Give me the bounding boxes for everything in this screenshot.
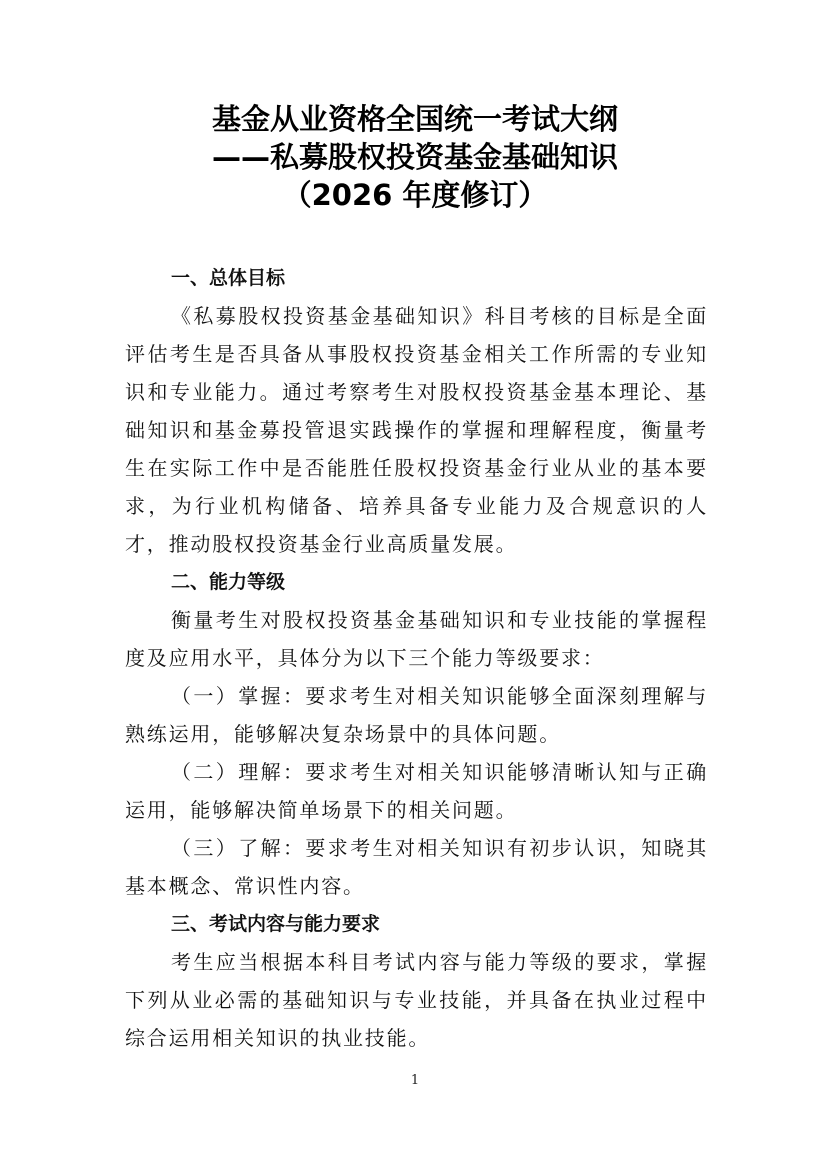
page-number: 1 — [410, 1073, 420, 1088]
section-heading-overall-goal: 一、总体目标 — [171, 267, 286, 289]
paragraph-level-understand: （二）理解：要求考生对相关知识能够清晰认知与正确运用，能够解决简单场景下的相关问题。 — [125, 760, 708, 822]
section-heading-ability-levels: 二、能力等级 — [171, 571, 286, 593]
title-line-revision: （2026 年度修订） — [282, 178, 548, 212]
paragraph-overall-goal: 《私募股权投资基金基础知识》科目考核的目标是全面评估考生是否具备从事股权投资基金相关工作所需的专业知识和专业能力。通过考察考生对股权投资基金基本理论、基础知识和基金募投管退实践操作的掌握和理解程度，衡量考生在实际工作中是否能胜任股权投资基金行业从业的基本要求，为行业机构储备、培养具备专业能力及合规意识的人才，推动股权投资基金行业高质量发展。 — [125, 304, 708, 556]
document-body — [125, 259, 708, 1057]
paragraph-ability-levels-intro: 衡量考生对股权投资基金基础知识和专业技能的掌握程度及应用水平，具体分为以下三个能力等级要求： — [125, 608, 708, 670]
paragraph-level-master: （一）掌握：要求考生对相关知识能够全面深刻理解与熟练运用，能够解决复杂场景中的具体问题。 — [125, 684, 708, 746]
title-line-subject: ——私募股权投资基金基础知识 — [211, 140, 618, 174]
section-heading-exam-content: 三、考试内容与能力要求 — [171, 913, 381, 935]
document-title — [0, 100, 830, 214]
paragraph-exam-content: 考生应当根据本科目考试内容与能力等级的要求，掌握下列从业必需的基础知识与专业技能，并具备在执业过程中综合运用相关知识的执业技能。 — [125, 950, 708, 1050]
title-line-main: 基金从业资格全国统一考试大纲 — [211, 102, 618, 136]
paragraph-level-know: （三）了解：要求考生对相关知识有初步认识，知晓其基本概念、常识性内容。 — [125, 836, 708, 898]
